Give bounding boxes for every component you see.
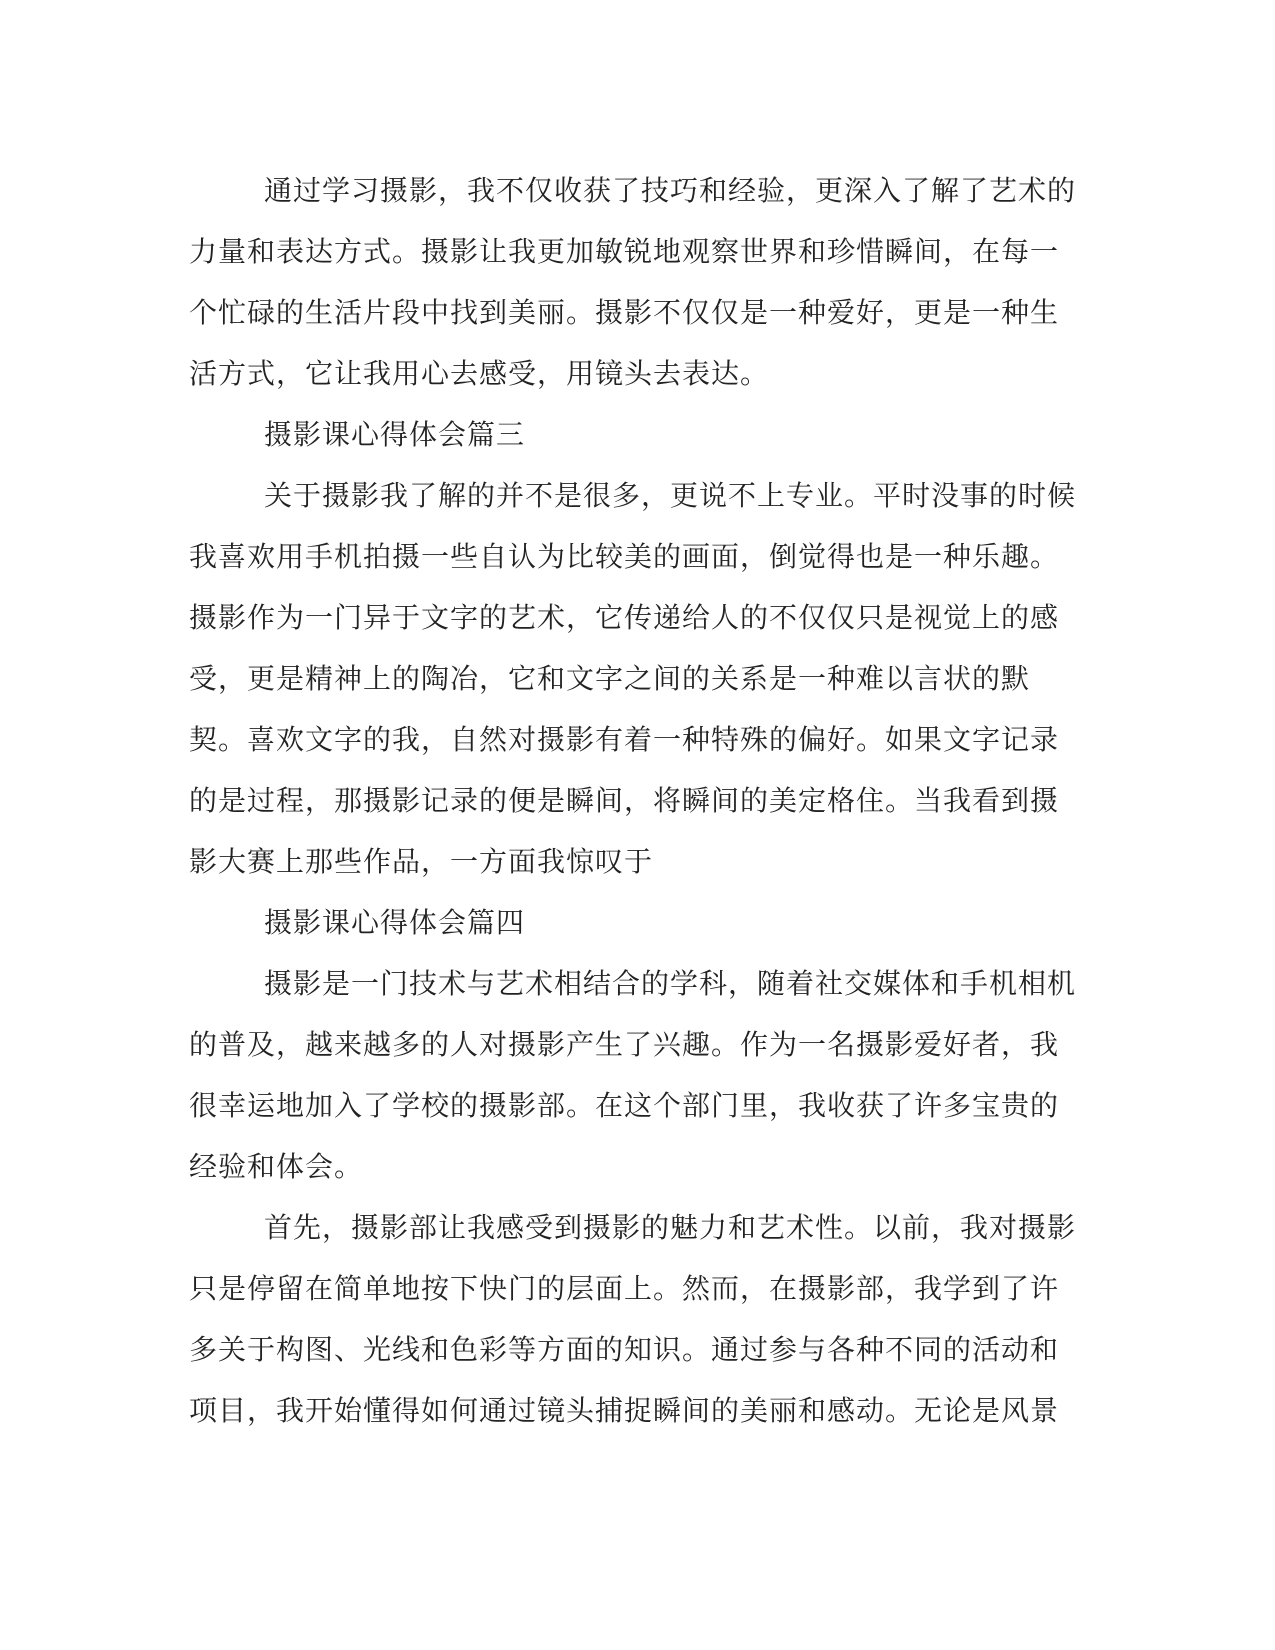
body-paragraph: 通过学习摄影，我不仅收获了技巧和经验，更深入了解了艺术的力量和表达方式。摄影让我更加敏锐地观察世界和珍惜瞬间，在每一个忙碌的生活片段中找到美丽。摄影不仅仅是一种爱好，更是一种生活方式，它让我用心去感受，用镜头去表达。 — [189, 174, 1077, 390]
body-paragraph: 摄影是一门技术与艺术相结合的学科，随着社交媒体和手机相机的普及，越来越多的人对摄影产生了兴趣。作为一名摄影爱好者，我很幸运地加入了学校的摄影部。在这个部门里，我收获了许多宝贵的经验和体会。 — [189, 967, 1077, 1183]
section-heading: 摄影课心得体会篇四 — [264, 906, 526, 939]
section-heading: 摄影课心得体会篇三 — [264, 418, 526, 451]
document-body — [189, 160, 1079, 1441]
body-paragraph: 关于摄影我了解的并不是很多，更说不上专业。平时没事的时候我喜欢用手机拍摄一些自认为比较美的画面，倒觉得也是一种乐趣。摄影作为一门异于文字的艺术，它传递给人的不仅仅只是视觉上的感受，更是精神上的陶冶，它和文字之间的关系是一种难以言状的默契。喜欢文字的我，自然对摄影有着一种特殊的偏好。如果文字记录的是过程，那摄影记录的便是瞬间，将瞬间的美定格住。当我看到摄影大赛上那些作品，一方面我惊叹于 — [189, 479, 1077, 878]
body-paragraph: 首先，摄影部让我感受到摄影的魅力和艺术性。以前，我对摄影只是停留在简单地按下快门的层面上。然而，在摄影部，我学到了许多关于构图、光线和色彩等方面的知识。通过参与各种不同的活动和项目，我开始懂得如何通过镜头捕捉瞬间的美丽和感动。无论是风景 — [189, 1211, 1077, 1427]
